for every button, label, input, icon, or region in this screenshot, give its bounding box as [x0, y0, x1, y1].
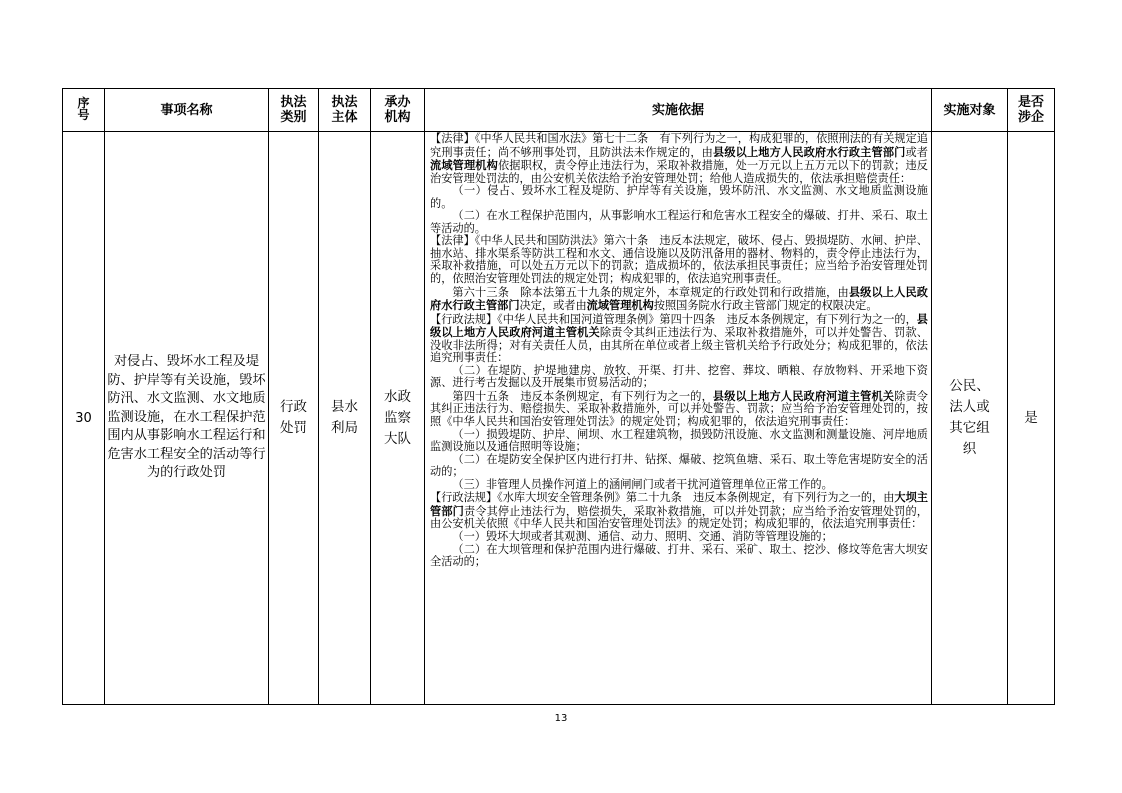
- basis-river-regulation-art44: 【行政法规】《中华人民共和国河道管理条例》第四十四条 违反本条例规定，有下列行为之一的，县级以上地方人民政府河道主管机关除责令其纠正违法行为、采取补救措施外，可以并处警告、罚款、没收非法所得；对有关责任人员，由其所在单位或者上级主管机关给予行政处分；构成犯罪的，依法追究刑事责任：: [430, 311, 928, 365]
- basis-flood-law-art60: 【法律】《中华人民共和国防洪法》第六十条 违反本法规定，破坏、侵占、毁损堤防、水闸、护岸、抽水站、排水渠系等防洪工程和水文、通信设施以及防汛备用的器材、物料的，责令停止违法行为，采取补救措施，可以处五万元以下的罚款；造成损坏的，依法承担民事责任；应当给予治安管理处罚的，依照治安管理处罚法的规定处罚；构成犯罪的，依法追究刑事责任。: [430, 234, 928, 286]
- enforcement-table: [62, 88, 1055, 705]
- header-involves-enterprise: 是否涉企: [1008, 89, 1055, 132]
- header-basis: 实施依据: [425, 89, 932, 132]
- basis-water-law-art72: 【法律】《中华人民共和国水法》第七十二条 有下列行为之一，构成犯罪的，依照刑法的有关规定追究刑事责任；尚不够刑事处罚，且防洪法未作规定的，由县级以上地方人民政府水行政主管部门或者流域管理机构依据职权，责令停止违法行为，采取补救措施，处一万元以上五万元以下的罚款；违反治安管理处罚法的，由公安机关依法给予治安管理处罚；给他人造成损失的，依法承担赔偿责任：: [430, 132, 928, 185]
- cell-handling-agency: 水政监察大队: [371, 132, 425, 705]
- cell-item-name: 对侵占、毁坏水工程及堤防、护岸等有关设施，毁坏防汛、水文监测、水文地质监测设施，在水工程保护范围内从事影响水工程运行和危害水工程安全的活动等行为的行政处罚: [105, 132, 269, 705]
- cell-involves-enterprise: 是: [1008, 132, 1055, 705]
- basis-water-law-item2: （二）在水工程保护范围内，从事影响水工程运行和危害水工程安全的爆破、打井、采石、取土等活动的。: [430, 209, 928, 235]
- header-target: 实施对象: [932, 89, 1008, 132]
- basis-river-regulation-art45: 第四十五条 违反本条例规定，有下列行为之一的，县级以上地方人民政府河道主管机关除责令其纠正违法行为、赔偿损失、采取补救措施外，可以并处警告、罚款；应当给予治安管理处罚的，按照《中华人民共和国治安管理处罚法》的规定处罚；构成犯罪的，依法追究刑事责任：: [430, 388, 928, 429]
- basis-flood-law-art63: 第六十三条 除本法第五十九条的规定外，本章规定的行政处罚和行政措施，由县级以上人民政府水行政主管部门决定，或者由流域管理机构按照国务院水行政主管部门规定的权限决定。: [430, 284, 928, 313]
- cell-enforcement-type: 行政处罚: [269, 132, 319, 705]
- page-number: 13: [554, 713, 568, 724]
- basis-river-regulation-art45-item1: （一）损毁堤防、护岸、闸坝、水工程建筑物，损毁防汛设施、水文监测和测量设施、河岸地质监测设施以及通信照明等设施；: [430, 427, 928, 454]
- basis-dam-regulation-item1: （一）毁坏大坝或者其观测、通信、动力、照明、交通、消防等管理设施的；: [452, 529, 833, 543]
- cell-seq: 30: [63, 132, 105, 705]
- header-seq: 序号: [63, 89, 105, 132]
- basis-river-regulation-art44-item2: （二）在堤防、护堤地建房、放牧、开渠、打井、挖窖、葬坟、晒粮、存放物料、开采地下资源、进行考古发掘以及开展集市贸易活动的；: [430, 363, 928, 390]
- cell-target: 公民、法人或其它组织: [932, 132, 1008, 705]
- header-item-name: 事项名称: [105, 89, 269, 132]
- header-row: [63, 89, 1055, 132]
- table-row: [63, 132, 1055, 705]
- basis-dam-regulation-item2: （二）在大坝管理和保护范围内进行爆破、打井、采石、采矿、取土、挖沙、修坟等危害大坝安全活动的；: [430, 542, 928, 569]
- basis-dam-regulation-art29: 【行政法规】《水库大坝安全管理条例》第二十九条 违反本条例规定，有下列行为之一的，由大坝主管部门责令其停止违法行为，赔偿损失，采取补救措施，可以并处罚款；应当给予治安管理处罚的，由公安机关依照《中华人民共和国治安管理处罚法》的规定处罚；构成犯罪的，依法追究刑事责任：: [430, 490, 928, 531]
- basis-river-regulation-art45-item3: （三）非管理人员操作河道上的涵闸闸门或者干扰河道管理单位正常工作的。: [452, 477, 833, 491]
- basis-river-regulation-art45-item2: （二）在堤防安全保护区内进行打井、钻探、爆破、挖筑鱼塘、采石、取土等危害堤防安全的活动的；: [430, 452, 928, 479]
- basis-water-law-item1: （一）侵占、毁坏水工程及堤防、护岸等有关设施，毁坏防汛、水文监测、水文地质监测设施的。: [430, 184, 928, 210]
- cell-enforcement-subject: 县水利局: [319, 132, 371, 705]
- cell-basis: [425, 132, 932, 705]
- header-handling-agency: 承办机构: [371, 89, 425, 132]
- header-enforcement-type: 执法类别: [269, 89, 319, 132]
- header-enforcement-subject: 执法主体: [319, 89, 371, 132]
